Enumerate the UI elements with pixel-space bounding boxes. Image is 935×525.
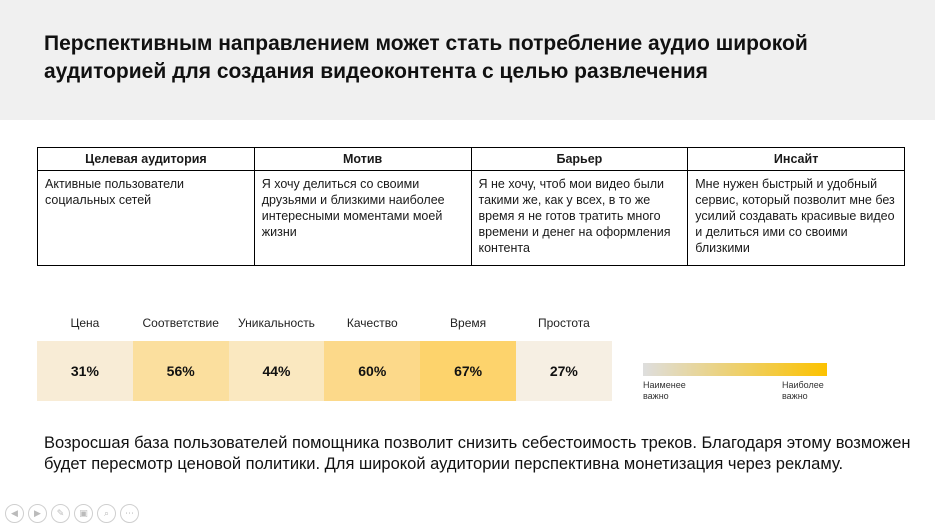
- metric-label-simplicity: Простота: [537, 316, 590, 330]
- cell-barrier: Я не хочу, чтоб мои видео были такими же, как у всех, в то же время я не готов тратить много времени и денег на оформления контента: [471, 171, 688, 266]
- metric-cell-price: 31%: [37, 341, 133, 401]
- header-barrier: Барьер: [471, 148, 688, 171]
- audience-table: [37, 147, 905, 266]
- importance-gradient-legend: [643, 363, 827, 376]
- legend-low-label: [643, 380, 686, 402]
- metric-cells: [37, 341, 612, 401]
- metric-labels: [37, 316, 612, 332]
- metric-label-time: Время: [450, 316, 487, 330]
- metric-cell-relevance: 56%: [133, 341, 229, 401]
- legend-high-line2: важно: [782, 391, 808, 401]
- header-target-audience: Целевая аудитория: [38, 148, 255, 171]
- metric-cell-quality: 60%: [324, 341, 420, 401]
- previous-slide-icon[interactable]: ◀: [5, 504, 24, 523]
- cell-target-audience: Активные пользователи социальных сетей: [38, 171, 255, 266]
- slides-icon[interactable]: ▣: [74, 504, 93, 523]
- legend-low-line1: Наименее: [643, 380, 686, 390]
- table-row: [38, 171, 905, 266]
- presentation-toolbar: [5, 504, 139, 522]
- zoom-icon[interactable]: ⌕: [97, 504, 116, 523]
- cell-insight: Мне нужен быстрый и удобный сервис, который позволит мне без усилий создавать красивые видео и делиться ими со своими близкими: [688, 171, 905, 266]
- legend-high-line1: Наиболее: [782, 380, 824, 390]
- metric-cell-simplicity: 27%: [516, 341, 612, 401]
- metric-label-quality: Качество: [346, 316, 398, 330]
- cell-motive: Я хочу делиться со своими друзьями и близкими наиболее интересными моментами моей жизни: [254, 171, 471, 266]
- slide-title: Перспективным направлением может стать потребление аудио широкой аудиторией для создания видеоконтента с целью развлечения: [44, 32, 808, 83]
- metric-cell-time: 67%: [420, 341, 516, 401]
- metric-cell-uniqueness: 44%: [229, 341, 325, 401]
- legend-low-line2: важно: [643, 391, 669, 401]
- pen-icon[interactable]: ✎: [51, 504, 70, 523]
- metric-label-uniqueness: Уникальность: [238, 316, 315, 330]
- metric-label-price: Цена: [70, 316, 100, 330]
- metric-label-relevance: Соответствие: [142, 316, 219, 330]
- header-motive: Мотив: [254, 148, 471, 171]
- legend-high-label: [782, 380, 824, 402]
- more-options-icon[interactable]: ⋯: [120, 504, 139, 523]
- next-slide-icon[interactable]: ▶: [28, 504, 47, 523]
- conclusion-text: Возросшая база пользователей помощника позволит снизить себестоимость треков. Благодаря этому возможен будет пересмотр ценовой политики. Для широкой аудитории перспективна монетизация через рекламу.: [44, 434, 911, 473]
- header-insight: Инсайт: [688, 148, 905, 171]
- table-header-row: [38, 148, 905, 171]
